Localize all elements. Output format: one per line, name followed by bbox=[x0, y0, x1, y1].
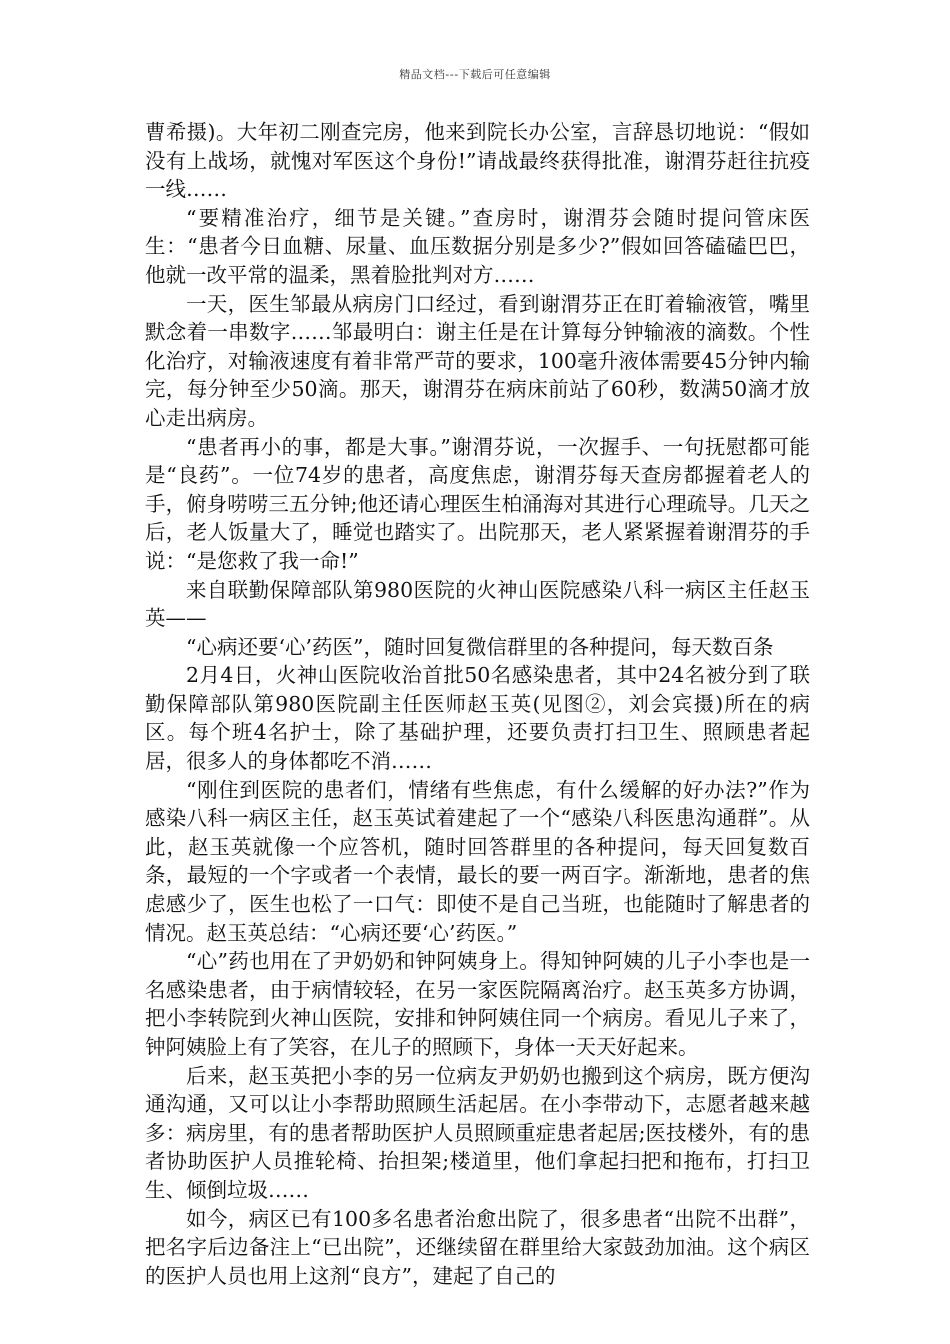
article-body bbox=[145, 118, 810, 1290]
paragraph: 曹希摄)。大年初二刚查完房，他来到院长办公室，言辞恳切地说：“假如没有上战场，就愧对军医这个身份!”请战最终获得批准，谢渭芬赶往抗疫一线…… bbox=[145, 120, 810, 202]
paragraph: 如今，病区已有100多名患者治愈出院了，很多患者“出院不出群”，把名字后边备注上“已出院”，还继续留在群里给大家鼓劲加油。这个病区的医护人员也用上这剂“良方”，建起了自己的 bbox=[145, 1206, 810, 1288]
paragraph: 一天，医生邹最从病房门口经过，看到谢渭芬正在盯着输液管，嘴里默念着一串数字……邹最明白：谢主任是在计算每分钟输液的滴数。个性化治疗，对输液速度有着非常严苛的要求，100毫升液体需要45分钟内输完，每分钟至少50滴。那天，谢渭芬在病床前站了60秒，数满50滴才放心走出病房。 bbox=[145, 291, 810, 430]
header-note: 精品文档---下载后可任意编辑 bbox=[399, 68, 551, 81]
paragraph: 后来，赵玉英把小李的另一位病友尹奶奶也搬到这个病房，既方便沟通沟通，又可以让小李帮助照顾生活起居。在小李带动下，志愿者越来越多：病房里，有的患者帮助医护人员照顾重症患者起居;医技楼外，有的患者协助医护人员推轮椅、抬担架;楼道里，他们拿起扫把和拖布，打扫卫生、倾倒垃圾…… bbox=[145, 1063, 810, 1202]
section-heading: 来自联勤保障部队第980医院的火神山医院感染八科一病区主任赵玉英—— bbox=[145, 577, 810, 631]
paragraph: “心”药也用在了尹奶奶和钟阿姨身上。得知钟阿姨的儿子小李也是一名感染患者，由于病情较轻，在另一家医院隔离治疗。赵玉英多方协调，把小李转院到火神山医院，安排和钟阿姨住同一个病房。看见儿子来了，钟阿姨脸上有了笑容，在儿子的照顾下，身体一天天好起来。 bbox=[145, 949, 810, 1059]
paragraph: “患者再小的事，都是大事。”谢渭芬说，一次握手、一句抚慰都可能是“良药”。一位74岁的患者，高度焦虑，谢渭芬每天查房都握着老人的手，俯身唠唠三五分钟;他还请心理医生柏涌海对其进行心理疏导。几天之后，老人饭量大了，睡觉也踏实了。出院那天，老人紧紧握着谢渭芬的手说：“是您救了我一命!” bbox=[145, 434, 810, 573]
paragraph: “要精准治疗，细节是关键。”查房时，谢渭芬会随时提问管床医生：“患者今日血糖、尿量、血压数据分别是多少?”假如回答磕磕巴巴，他就一改平常的温柔，黑着脸批判对方…… bbox=[145, 205, 810, 287]
paragraph: “刚住到医院的患者们，情绪有些焦虑，有什么缓解的好办法?”作为感染八科一病区主任，赵玉英试着建起了一个“感染八科医患沟通群”。从此，赵玉英就像一个应答机，随时回答群里的各种提问，每天回复数百条，最短的一个字或者一个表情，最长的要一两百字。渐渐地，患者的焦虑感少了，医生也松了一口气：即使不是自己当班，也能随时了解患者的情况。赵玉英总结：“心病还要‘心’药医。” bbox=[145, 777, 810, 945]
paragraph: 2月4日，火神山医院收治首批50名感染患者，其中24名被分到了联勤保障部队第980医院副主任医师赵玉英(见图②，刘会宾摄)所在的病区。每个班4名护士，除了基础护理，还要负责打扫卫生、照顾患者起居，很多人的身体都吃不消…… bbox=[145, 663, 810, 774]
section-subheading: “心病还要‘心’药医”，随时回复微信群里的各种提问，每天数百条 bbox=[186, 634, 774, 659]
